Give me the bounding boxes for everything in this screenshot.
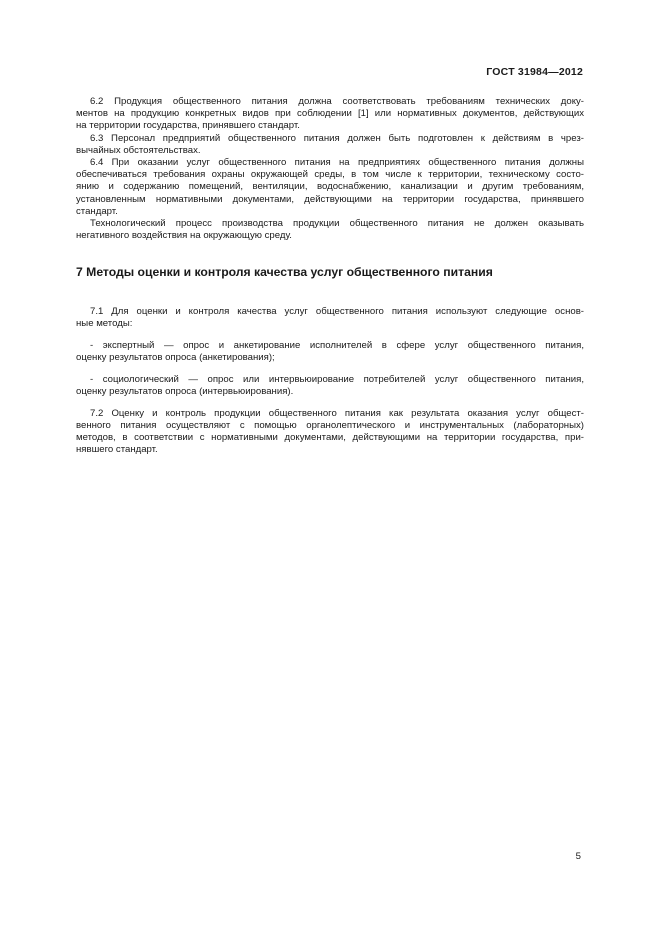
text-line: 6.2 Продукция общественного питания должна соответствовать требованиям технических доку- [90, 96, 584, 107]
text-line: венного питания осуществляют с помощью органолептического и инструментальных (лабораторных) [76, 419, 584, 431]
text-line: стандарт. [76, 205, 118, 217]
text-line: ные методы: [76, 317, 133, 329]
text-line: 7.1 Для оценки и контроля качества услуг общественного питания используют следующие основ- [90, 305, 584, 317]
text-line: оценку результатов опроса (интервьюирования). [76, 385, 294, 397]
section-7-title: 7 Методы оценки и контроля качества услуг общественного питания [76, 265, 493, 279]
paragraph-tech-process [76, 218, 584, 242]
text-line: негативного воздействия на окружающую среду. [76, 230, 292, 242]
list-item-expert [76, 340, 584, 364]
paragraph-6-2 [76, 96, 584, 133]
text-line: 6.3 Персонал предприятий общественного питания должен быть подготовлен к действиям в чрез- [90, 132, 584, 144]
text-line: на территории государства, принявшего стандарт. [76, 120, 300, 132]
paragraph-7-1 [76, 306, 584, 330]
text-line: 6.4 При оказании услуг общественного питания на предприятиях общественного питания должны [90, 157, 584, 169]
paragraph-7-2 [76, 408, 584, 457]
text-line: вычайных обстоятельствах. [76, 144, 201, 156]
section-7-body [76, 296, 584, 466]
page-number: 5 [575, 851, 581, 862]
text-line: 7.2 Оценку и контроль продукции общественного питания как результата оказания услуг общест- [90, 407, 584, 419]
text-line: оценку результатов опроса (анкетирования); [76, 351, 275, 363]
text-line: установленным нормативными документами, действующими на территории государства, принявшего [76, 193, 584, 205]
list-item-sociological [76, 374, 584, 398]
text-line: - социологический — опрос или интервьюирование потребителей услуг общественного питания, [90, 373, 584, 385]
document-code-header: ГОСТ 31984—2012 [486, 66, 583, 78]
text-line: ментов на продукцию конкретных видов при соблюдении [1] или нормативных документов, действующих [76, 108, 584, 120]
text-line: - экспертный — опрос и анкетирование исполнителей в сфере услуг общественного питания, [90, 339, 584, 351]
text-line: янию и содержанию помещений, вентиляции, водоснабжению, канализации и другим требованиям, [76, 181, 584, 193]
text-line: Технологический процесс производства продукции общественного питания не должен оказывать [90, 218, 584, 230]
text-line: обеспечиваться требования охраны окружающей среды, в том числе к территории, техническому состо- [76, 169, 584, 181]
section-6-body [76, 96, 584, 242]
paragraph-6-3 [76, 133, 584, 157]
text-line: методов, в соответствии с нормативными документами, действующими на территории государства, при- [76, 432, 584, 443]
paragraph-6-4 [76, 157, 584, 218]
text-line: нявшего стандарт. [76, 444, 158, 456]
